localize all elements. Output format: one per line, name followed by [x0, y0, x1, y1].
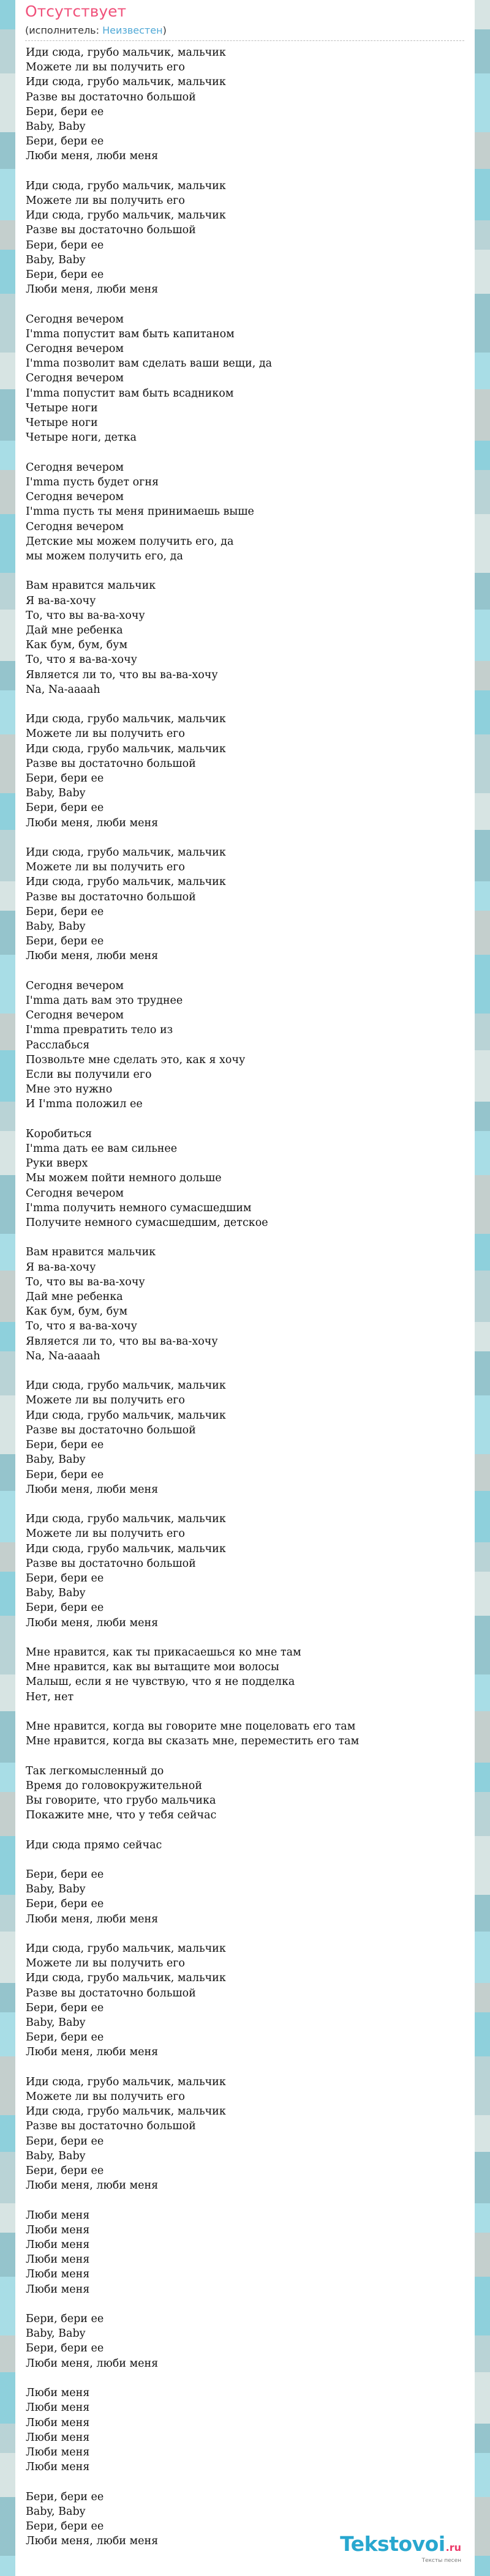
right-stripe-band — [475, 2152, 490, 2203]
left-stripe-band — [0, 690, 15, 734]
right-stripe-band — [475, 734, 490, 793]
right-stripe-band — [475, 1542, 490, 1572]
right-stripe-band — [475, 1322, 490, 1351]
left-stripe-band — [0, 1895, 15, 1932]
left-stripe-band — [0, 2556, 15, 2576]
left-stripe-band — [0, 2497, 15, 2556]
left-stripe-band — [0, 2277, 15, 2335]
right-stripe-band — [475, 661, 490, 690]
left-stripe-band — [0, 573, 15, 610]
left-stripe-band — [0, 2372, 15, 2424]
left-stripe-band — [0, 1792, 15, 1836]
right-stripe-band — [475, 514, 490, 573]
right-stripe-band — [475, 2115, 490, 2152]
right-stripe-band — [475, 132, 490, 169]
right-stripe-band — [475, 690, 490, 734]
right-stripe-band — [475, 169, 490, 220]
right-stripe-band — [475, 793, 490, 830]
left-stripe-band — [0, 661, 15, 690]
song-title: Отсутствует — [25, 2, 127, 20]
right-stripe-band — [475, 881, 490, 911]
right-stripe-band — [475, 1616, 490, 1674]
right-stripe-band — [475, 610, 490, 661]
right-stripe-band — [475, 2497, 490, 2556]
left-stripe-band — [0, 1932, 15, 1983]
right-stripe-band — [475, 573, 490, 610]
right-stripe-band — [475, 955, 490, 1014]
artist-suffix: ) — [162, 24, 167, 36]
left-stripe-band — [0, 294, 15, 353]
left-stripe-band — [0, 2152, 15, 2203]
right-stripe-band — [475, 2556, 490, 2576]
left-stripe-band — [0, 1454, 15, 1491]
logo-main-text: Tekstovoi — [340, 2532, 445, 2556]
right-stripe-band — [475, 2233, 490, 2277]
artist-line — [25, 24, 167, 36]
right-stripe-band — [475, 2424, 490, 2453]
left-stripe-band — [0, 1711, 15, 1763]
left-stripe-band — [0, 1616, 15, 1674]
left-stripe-band — [0, 1175, 15, 1234]
left-stripe-band — [0, 250, 15, 294]
right-stripe-band — [475, 1572, 490, 1616]
left-stripe-band — [0, 881, 15, 911]
left-stripe-band — [0, 2115, 15, 2152]
left-stripe-band — [0, 470, 15, 514]
left-stripe-band — [0, 29, 15, 73]
right-stripe-band — [475, 2372, 490, 2424]
right-stripe-band — [475, 1983, 490, 2012]
left-stripe-band — [0, 1983, 15, 2012]
left-stripe-band — [0, 1491, 15, 1542]
left-stripe-band — [0, 2424, 15, 2453]
logo-tagline: Тексты песен — [421, 2558, 461, 2564]
left-stripe-band — [0, 2233, 15, 2277]
left-stripe-band — [0, 1674, 15, 1711]
left-stripe-band — [0, 2012, 15, 2056]
left-stripe-band — [0, 830, 15, 881]
right-stripe-band — [475, 389, 490, 441]
left-stripe-band — [0, 793, 15, 830]
right-stripe-band — [475, 441, 490, 470]
left-stripe-band — [0, 1836, 15, 1895]
right-stripe-band — [475, 2012, 490, 2056]
left-stripe-band — [0, 1763, 15, 1792]
right-stripe-band — [475, 2203, 490, 2233]
right-stripe-band — [475, 2335, 490, 2372]
right-stripe-band — [475, 1050, 490, 1102]
right-stripe-band — [475, 1895, 490, 1932]
right-stripe-band — [475, 1175, 490, 1234]
logo-domain-suffix: .ru — [445, 2542, 461, 2553]
left-stripe-band — [0, 1014, 15, 1050]
left-stripe-band — [0, 1542, 15, 1572]
left-stripe-band — [0, 1131, 15, 1175]
right-stripe-band — [475, 1102, 490, 1131]
lyrics-text: Иди сюда, грубо мальчик, мальчик Можете ли вы получить его Иди сюда, грубо мальчик, мальчик Разве вы достаточно большой Бери, бери ее Baby, Baby Бери, бери ее Люби меня, люби меня Иди сюда, грубо мальчик, мальчик Можете ли вы получить его Иди сюда, грубо мальчик, мальчик Разве вы достаточно большой Бери, бери ее Baby, Baby Бери, бери ее Люби меня, люби меня Сегодня вечером I'mma попустит вам быть капитаном Сегодня вечером I'mma позволит вам сделать ваши вещи, да Сегодня вечером I'mma попустит вам быть всадником Четыре ноги Четыре ноги Четыре ноги, детка Сегодня вечером I'mma пусть будет огня Сегодня вечером I'mma пусть ты меня принимаешь выше Сегодня вечером Детские мы можем получить его, да мы можем получить его, да Вам нравится мальчик Я ва-ва-хочу То, что вы ва-ва-хочу Дай мне ребенка Как бум, бум, бум То, что я ва-ва-хочу Является ли то, что вы ва-ва-хочу Na, Na-aaaah Иди сюда, грубо мальчик, мальчик Можете ли вы получить его Иди сюда, грубо мальчик, мальчик Разве вы достаточно большой Бери, бери ее Baby, Baby Бери, бери ее Люби меня, люби меня Иди сюда, грубо мальчик, мальчик Можете ли вы получить его Иди сюда, грубо мальчик, мальчик Разве вы достаточно большой Бери, бери ее Baby, Baby Бери, бери ее Люби меня, люби меня Сегодня вечером I'mma дать вам это труднее Сегодня вечером I'mma превратить тело из Расслабься Позвольте мне сделать это, как я хочу Если вы получили его Мне это нужно И I'mma положил ее Коробиться I'mma дать ее вам сильнее Руки вверх Мы можем пойти немного дольше Сегодня вечером I'mma получить немного сумасшедшим Получите немного сумасшедшим, детское Вам нравится мальчик Я ва-ва-хочу То, что вы ва-ва-хочу Дай мне ребенка Как бум, бум, бум То, что я ва-ва-хочу Является ли то, что вы ва-ва-хочу Na, Na-aaaah Иди сюда, грубо мальчик, мальчик Можете ли вы получить его Иди сюда, грубо мальчик, мальчик Разве вы достаточно большой Бери, бери ее Baby, Baby Бери, бери ее Люби меня, люби меня Иди сюда, грубо мальчик, мальчик Можете ли вы получить его Иди сюда, грубо мальчик, мальчик Разве вы достаточно большой Бери, бери ее Baby, Baby Бери, бери ее Люби меня, люби меня Мне нравится, как ты прикасаешься ко мне там Мне нравится, как вы вытащите мои волосы Малыш, если я не чувствую, что я не подделка Нет, нет Мне нравится, когда вы говорите мне поцеловать его там Мне нравится, когда вы сказать мне, переместить его там Так легкомысленный до Время до головокружительной Вы говорите, что грубо мальчика Покажите мне, что у тебя сейчас Иди сюда прямо сейчас Бери, бери ее Baby, Baby Бери, бери ее Люби меня, люби меня Иди сюда, грубо мальчик, мальчик Можете ли вы получить его Иди сюда, грубо мальчик, мальчик Разве вы достаточно большой Бери, бери ее Baby, Baby Бери, бери ее Люби меня, люби меня Иди сюда, грубо мальчик, мальчик Можете ли вы получить его Иди сюда, грубо мальчик, мальчик Разве вы достаточно большой Бери, бери ее Baby, Baby Бери, бери ее Люби меня, люби меня Люби меня Люби меня Люби меня Люби меня Люби меня Люби меня Бери, бери ее Baby, Baby Бери, бери ее Люби меня, люби меня Люби меня Люби меня Люби меня Люби меня Люби меня Люби меня Бери, бери ее Baby, Baby Бери, бери ее Люби меня, люби меня — [26, 47, 360, 2548]
left-stripe-band — [0, 955, 15, 1014]
artist-link[interactable]: Неизвестен — [102, 24, 163, 36]
left-stripe-band — [0, 220, 15, 250]
left-stripe-band — [0, 2453, 15, 2497]
left-stripe-band — [0, 1572, 15, 1616]
right-stripe-band — [475, 1014, 490, 1050]
right-stripe-band — [475, 250, 490, 294]
left-stripe-band — [0, 1271, 15, 1322]
right-stripe-band — [475, 1932, 490, 1983]
left-stripe-band — [0, 73, 15, 132]
right-stripe-band — [475, 0, 490, 29]
right-stripe-band — [475, 1792, 490, 1836]
right-stripe-band — [475, 1395, 490, 1454]
right-stripe-band — [475, 830, 490, 881]
left-stripe-band — [0, 1395, 15, 1454]
left-stripe-band — [0, 911, 15, 955]
right-stripe-band — [475, 1763, 490, 1792]
left-stripe-band — [0, 1234, 15, 1271]
left-stripe-band — [0, 389, 15, 441]
left-stripe-band — [0, 734, 15, 793]
left-stripe-band — [0, 610, 15, 661]
right-stripe-band — [475, 1234, 490, 1271]
right-stripe-band — [475, 2277, 490, 2335]
left-stripe-band — [0, 1050, 15, 1102]
left-stripe-band — [0, 169, 15, 220]
left-stripe-band — [0, 2335, 15, 2372]
right-stripe-band — [475, 29, 490, 73]
right-stripe-band — [475, 1711, 490, 1763]
lyrics-page — [15, 0, 475, 2576]
right-stripe-band — [475, 220, 490, 250]
left-stripe-band — [0, 132, 15, 169]
left-stripe-band — [0, 2056, 15, 2115]
header-divider — [25, 40, 464, 41]
left-stripe-band — [0, 353, 15, 389]
right-stripe-band — [475, 353, 490, 389]
left-stripe-band — [0, 441, 15, 470]
left-stripe-band — [0, 514, 15, 573]
right-stripe-band — [475, 1131, 490, 1175]
left-stripe-band — [0, 1322, 15, 1351]
right-stripe-band — [475, 1271, 490, 1322]
left-stripe-band — [0, 1102, 15, 1131]
right-stripe-band — [475, 1491, 490, 1542]
right-stripe-band — [475, 2453, 490, 2497]
right-stripe-band — [475, 470, 490, 514]
right-stripe-band — [475, 1454, 490, 1491]
right-stripe-band — [475, 911, 490, 955]
left-stripe-band — [0, 1351, 15, 1395]
right-stripe-band — [475, 1674, 490, 1711]
left-stripe-band — [0, 0, 15, 29]
right-stripe-band — [475, 2056, 490, 2115]
right-stripe-band — [475, 294, 490, 353]
right-stripe-band — [475, 73, 490, 132]
right-stripe-band — [475, 1836, 490, 1895]
right-stripe-band — [475, 1351, 490, 1395]
site-logo[interactable] — [340, 2532, 461, 2564]
artist-prefix: (исполнитель: — [25, 24, 103, 36]
left-stripe-band — [0, 2203, 15, 2233]
